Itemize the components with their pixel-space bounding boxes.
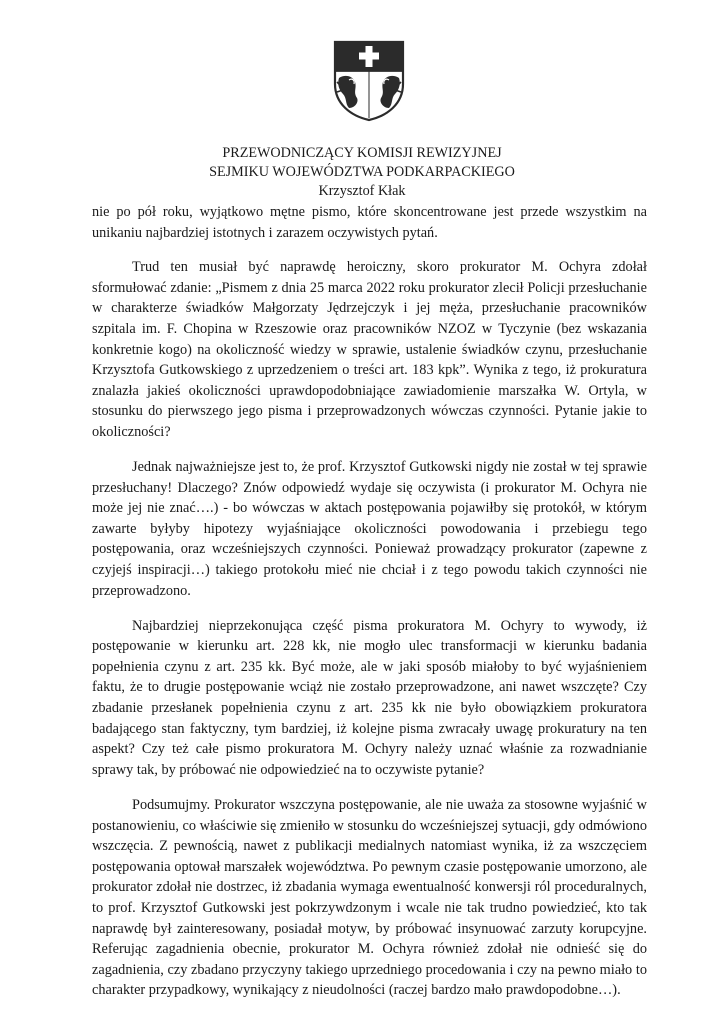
- letter-header: [0, 144, 724, 201]
- header-title-line1: PRZEWODNICZĄCY KOMISJI REWIZYJNEJ: [222, 145, 502, 161]
- podkarpackie-coat-of-arms-icon: [327, 38, 411, 122]
- body-paragraph: Trud ten musiał być naprawdę heroiczny, skoro prokurator M. Ochyra zdołał sformułować zdanie: „Pismem z dnia 25 marca 2022 roku prokurator zlecił Policji przesłuchanie w charakterze świadków Małgorzaty Jędrzejczyk i jej męża, przesłuchanie pracowników szpitala im. F. Chopina w Rzeszowie oraz pracowników NZOZ w Tyczynie (bez wskazania konkretnie kogo) na okoliczność wiedzy w sprawie, ustalenie świadków czynu, przesłuchanie Krzysztofa Gutkowskiego z uprzedzeniem o treści art. 183 kpk”. Wynika z tego, iż prokuratura znalazła jakieś okoliczności uprawdopodobniające zawiadomienie marszałka W. Ortyla, w stosunku do pierwszego jego pisma i przeprowadzonych wówczas czynności. Pytanie jakie to okoliczności?: [92, 259, 647, 440]
- letter-body: [92, 202, 647, 1015]
- header-title-line2: SEJMIKU WOJEWÓDZTWA PODKARPACKIEGO: [209, 164, 515, 180]
- body-paragraph: Podsumujmy. Prokurator wszczyna postępowanie, ale nie uważa za stosowne wyjaśnić w postanowieniu, co właściwie się zmieniło w stosunku do wcześniejszej sytuacji, gdy odmówiono wszczęcia. Z pewnością, nawet z publikacji medialnych natomiast wynika, iż za wszczęciem postępowania optował marszałek województwa. Po pewnym czasie postępowanie umorzono, ale prokurator zdołał nie dostrzec, iż zbadania wymaga ewentualność konwersji ról proceduralnych, to prof. Krzysztof Gutkowski jest pokrzywdzonym i wcale nie tak trudno powiedzieć, kto tak naprawdę był zainteresowany, posiadał motyw, by próbować insynuować zarzuty korupcyjne. Referując zagadnienia obecnie, prokurator M. Ochyra również zdołał nie odnieść się do zagadnienia, czy zbadano przyczyny takiego uprzedniego procedowania i czy na pewno miało to charakter przypadkowy, wynikający z nieudolności (raczej bardzo mało prawdopodobne…).: [92, 796, 647, 999]
- header-author-name: Krzysztof Kłak: [318, 183, 406, 199]
- body-paragraph: nie po pół roku, wyjątkowo mętne pismo, które skoncentrowane jest przede wszystkim na unikaniu najbardziej istotnych i zarazem oczywistych pytań.: [92, 204, 647, 241]
- body-paragraph: Najbardziej nieprzekonująca część pisma prokuratora M. Ochyry to wywody, iż postępowanie w kierunku art. 228 kk, nie mogło ulec transformacji w kierunku badania popełnienia czynu z art. 235 kk. Być może, ale w jaki sposób miałoby to być wyjaśnieniem faktu, że to drugie postępowanie wciąż nie zostało przeprowadzone, ani nawet wszczęte? Czy zbadanie przesłanek popełnienia czynu z art. 235 kk nie było obowiązkiem prokuratora badającego stan faktyczny, tym bardziej, iż kolejne pisma zwracały uwagę prokuratury na ten aspekt? Czy też całe pismo prokuratora M. Ochyry należy uznać właśnie za rozwadnianie sprawy tak, by próbować nie odpowiedzieć na to oczywiste pytanie?: [92, 617, 647, 778]
- body-paragraph: Jednak najważniejsze jest to, że prof. Krzysztof Gutkowski nigdy nie został w tej sprawie przesłuchany! Dlaczego? Znów odpowiedź wydaje się oczywista (i prokurator M. Ochyra nie może jej nie znać….) - bo wówczas w aktach postępowania pojawiłby się protokół, w którym zawarte byłyby hipotezy wyjaśniające okoliczności powodowania i przebiegu tego postępowania, oraz wcześniejszych czynności. Ponieważ prowadzący prokurator (zapewne z czyjejś inspiracji…) takiego protokołu mieć nie chciał i z tego powodu takich czynności nie przeprowadzono.: [92, 459, 647, 599]
- coat-of-arms-icon: [327, 38, 411, 122]
